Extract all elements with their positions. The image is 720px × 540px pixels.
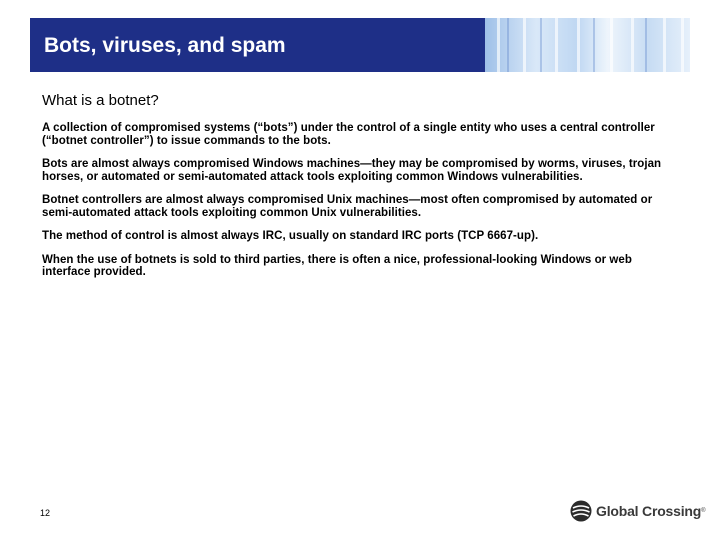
slide-heading: What is a botnet? xyxy=(42,92,159,109)
global-crossing-logo xyxy=(570,499,706,523)
paragraph-definition: A collection of compromised systems (“bots”) under the control of a single entity who uses a central controller (“botnet controller”) to issue commands to the bots. xyxy=(42,122,655,147)
title-bar xyxy=(30,18,690,72)
paragraph-third-parties: When the use of botnets is sold to third parties, there is often a nice, professional-looking Windows or web interface provided. xyxy=(42,253,632,278)
page-number: 12 xyxy=(40,508,51,518)
title-decorative-image xyxy=(485,18,690,72)
paragraph-controllers: Botnet controllers are almost always compromised Unix machines—most often compromised by automated or semi-automated attack tools exploiting common Unix vulnerabilities. xyxy=(42,194,653,219)
paragraph-control-method: The method of control is almost always IRC, usually on standard IRC ports (TCP 6667-up). xyxy=(42,230,539,242)
registered-mark-icon: ® xyxy=(701,508,706,514)
global-crossing-logo-icon xyxy=(570,500,592,522)
slide-title: Bots, viruses, and spam xyxy=(44,34,286,57)
logo-text: Global Crossing xyxy=(596,503,702,519)
paragraph-bots: Bots are almost always compromised Windows machines—they may be compromised by worms, viruses, trojan horses, or automated or semi-automated attack tools exploiting common Windows vulnerabilities. xyxy=(42,158,662,183)
slide-body xyxy=(42,92,662,290)
